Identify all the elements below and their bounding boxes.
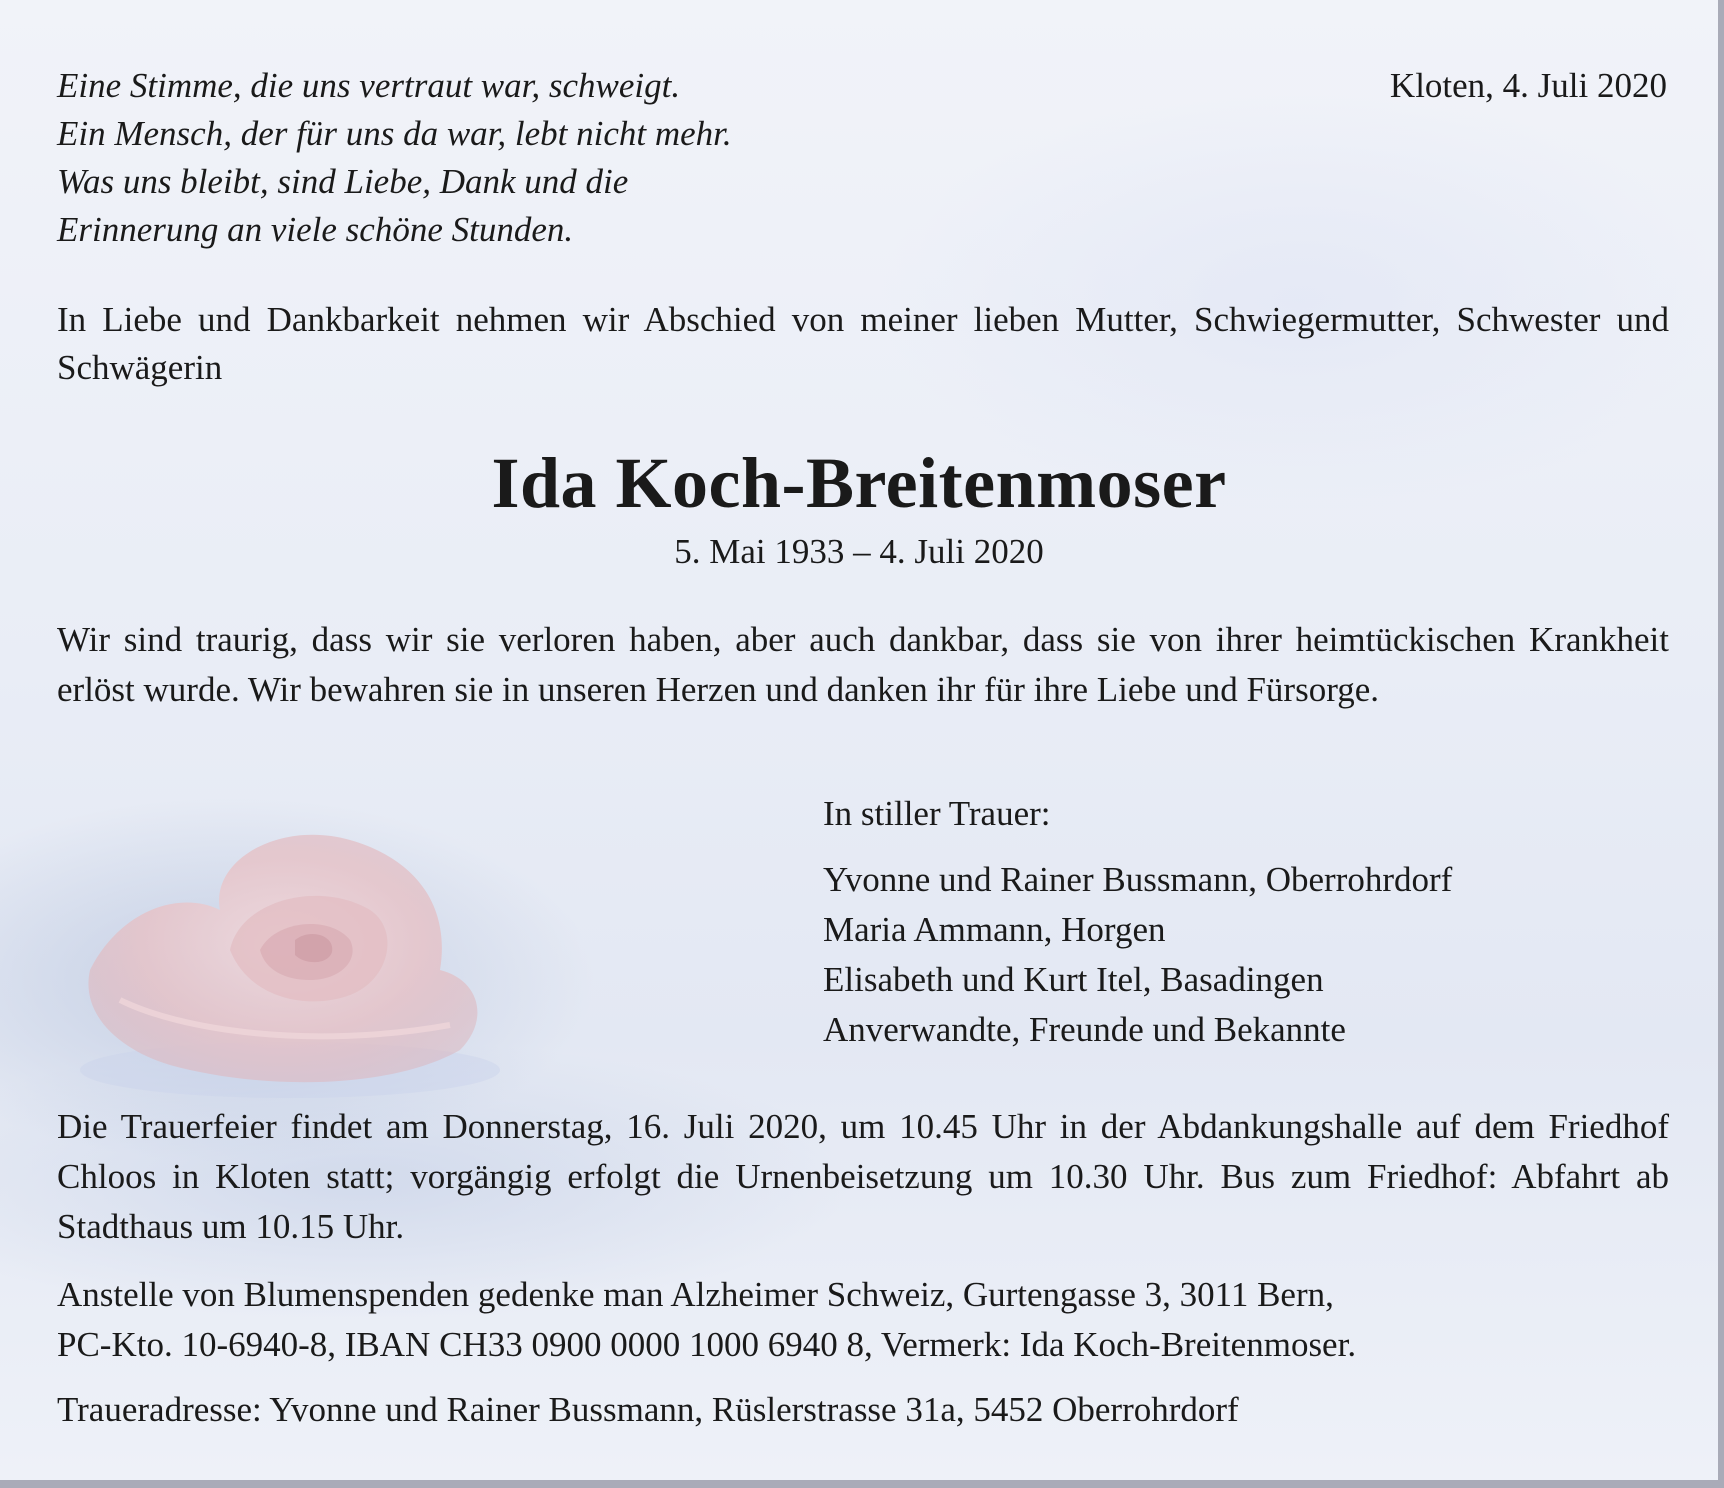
poem-line: Eine Stimme, die uns vertraut war, schweigt. [57, 66, 681, 105]
mourning-label: In stiller Trauer: [823, 794, 1051, 833]
mourner-entry: Maria Ammann, Horgen [823, 910, 1166, 949]
rose-image [60, 800, 500, 1100]
memorial-poem [57, 62, 957, 254]
place-date: Kloten, 4. Juli 2020 [1389, 66, 1667, 105]
donation-line: PC-Kto. 10-6940-8, IBAN CH33 0900 0000 1000 6940 8, Vermerk: Ida Koch-Breitenmoser. [57, 1325, 1357, 1364]
mourner-entry: Anverwandte, Freunde und Bekannte [823, 1010, 1346, 1049]
poem-line: Was uns bleibt, sind Liebe, Dank und die [57, 162, 629, 201]
donation-text [57, 1270, 1669, 1370]
poem-line: Erinnerung an viele schöne Stunden. [57, 210, 574, 249]
message-text: Wir sind traurig, dass wir sie verloren haben, aber auch dankbar, dass sie von ihrer heimtückischen Krankheit erlöst wurde. Wir bewahren sie in unseren Herzen und danken ihr für ihre Liebe und Fürsorge. [57, 620, 1669, 709]
intro-text: In Liebe und Dankbarkeit nehmen wir Abschied von meiner lieben Mutter, Schwiegermutter, Schwester und Schwägerin [57, 300, 1669, 387]
poem-line: Ein Mensch, der für uns da war, lebt nicht mehr. [57, 114, 732, 153]
mourner-entry: Elisabeth und Kurt Itel, Basadingen [823, 960, 1324, 999]
deceased-name: Ida Koch-Breitenmoser [491, 443, 1227, 523]
mourners-list [823, 855, 1452, 1055]
mourner-entry: Yvonne und Rainer Bussmann, Oberrohrdorf [823, 860, 1453, 899]
donation-line: Anstelle von Blumenspenden gedenke man Alzheimer Schweiz, Gurtengasse 3, 3011 Bern, [57, 1275, 1334, 1314]
mourning-address: Traueradresse: Yvonne und Rainer Bussmann, Rüslerstrasse 31a, 5452 Oberrohrdorf [57, 1390, 1239, 1429]
ceremony-text: Die Trauerfeier findet am Donnerstag, 16. Juli 2020, um 10.45 Uhr in der Abdankungshalle auf dem Friedhof Chloos in Kloten statt; vorgängig erfolgt die Urnenbeisetzung um 10.30 Uhr. Bus zum Friedhof: Abfahrt ab Stadthaus um 10.15 Uhr. [57, 1107, 1669, 1246]
life-dates: 5. Mai 1933 – 4. Juli 2020 [674, 532, 1044, 571]
